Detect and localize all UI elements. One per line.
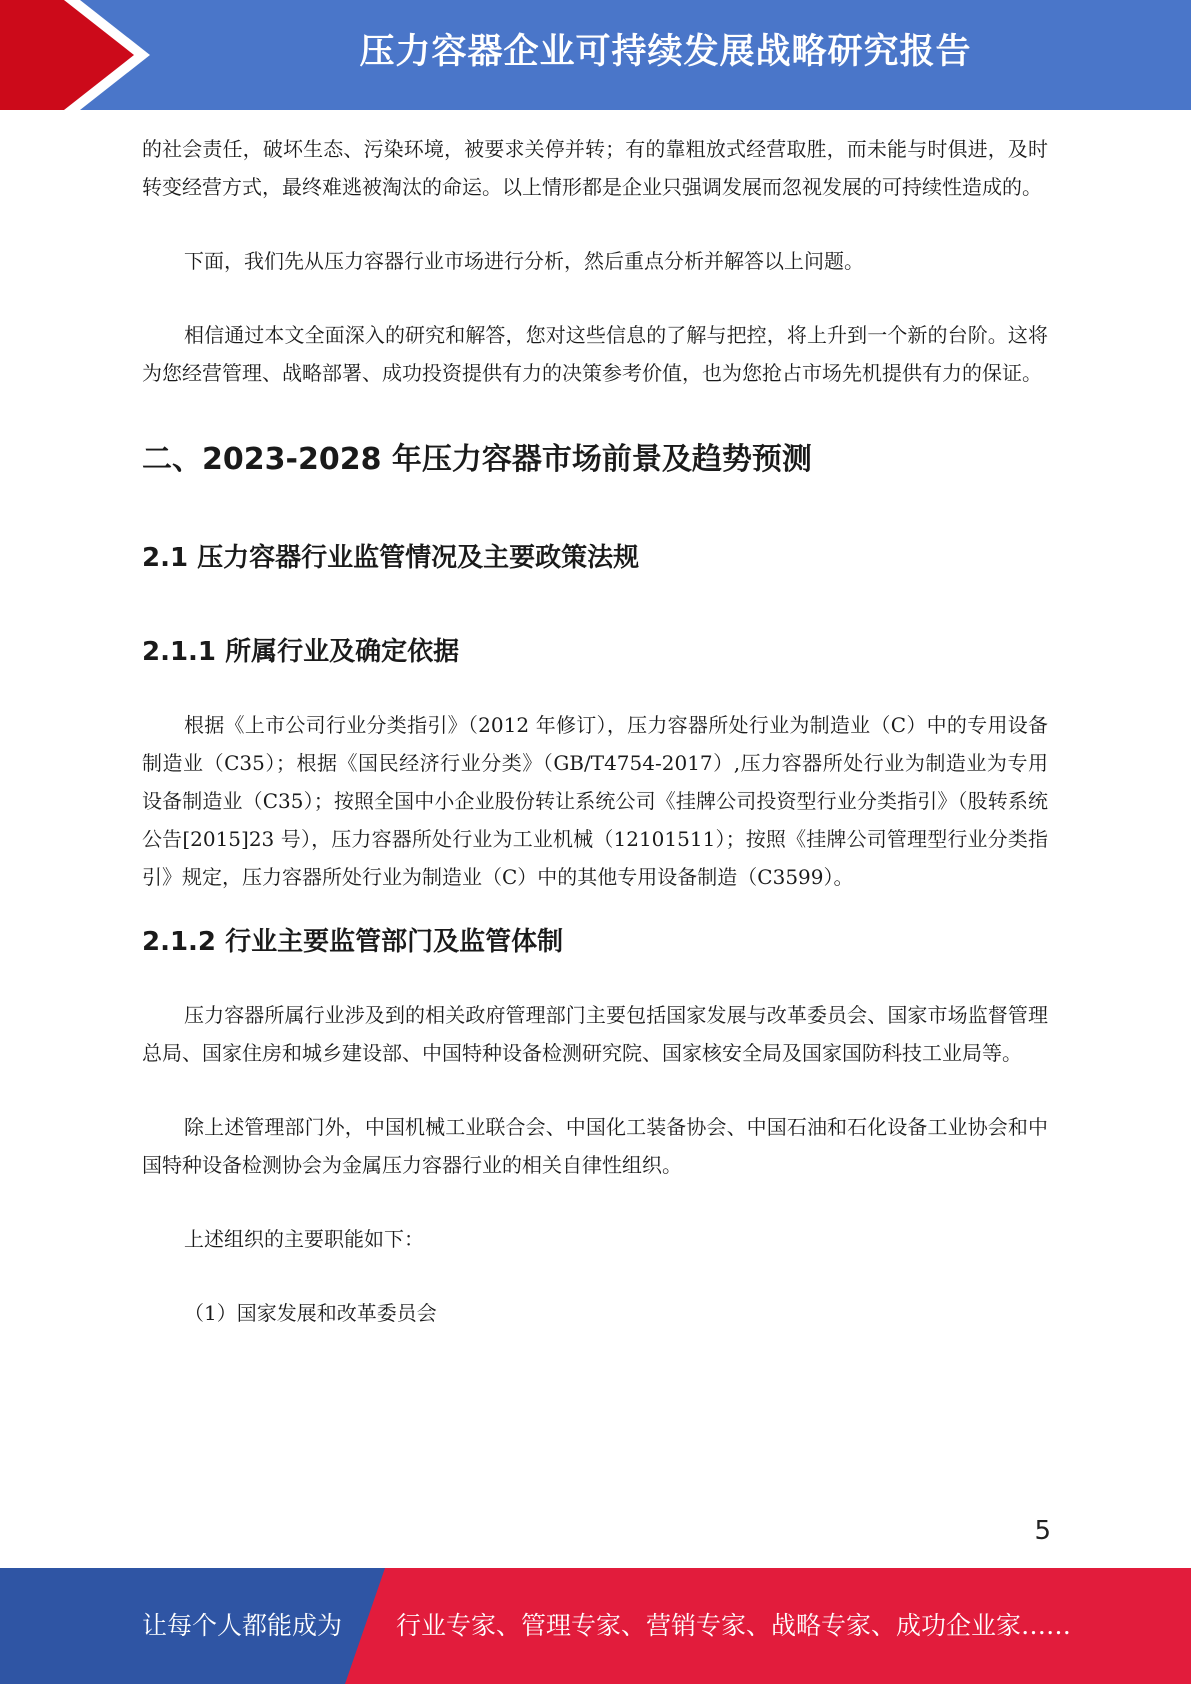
footer-slogan-left: 让每个人都能成为	[142, 1611, 343, 1640]
list-item-label: （1）国家发展和改革委员会	[184, 1301, 437, 1325]
page-footer	[0, 1568, 1191, 1684]
section-heading: 二、2023-2028 年压力容器市场前景及趋势预测	[142, 442, 812, 477]
page-number: 5	[1034, 1516, 1051, 1546]
paragraph: 相信通过本文全面深入的研究和解答，您对这些信息的了解与把控，将上升到一个新的台阶。这将为您经营管理、战略部署、成功投资提供有力的决策参考价值，也为您抢占市场先机提供有力的保证。	[142, 323, 1048, 385]
page-header	[0, 0, 1191, 110]
paragraph: 根据《上市公司行业分类指引》（2012 年修订），压力容器所处行业为制造业（C）中的专用设备制造业（C35）；根据《国民经济行业分类》（GB/T4754-2017）,压力容器所处行业为制造业为专用设备制造业（C35）；按照全国中小企业股份转让系统公司《挂牌公司投资型行业分类指引》（股转系统公告[2015]23 号），压力容器所处行业为工业机械（12101511）；按照《挂牌公司管理型行业分类指引》规定，压力容器所处行业为制造业（C）中的其他专用设备制造（C3599）。	[142, 713, 1048, 889]
document-body	[142, 130, 1048, 1332]
header-title: 压力容器企业可持续发展战略研究报告	[359, 32, 972, 72]
subsubsection-heading: 2.1.1 所属行业及确定依据	[142, 637, 460, 667]
header-chevron-graphic	[0, 0, 160, 110]
footer-slogan-right: 行业专家、管理专家、营销专家、战略专家、成功企业家……	[396, 1611, 1072, 1640]
paragraph: 上述组织的主要职能如下：	[184, 1227, 424, 1251]
paragraph: 下面，我们先从压力容器行业市场进行分析，然后重点分析并解答以上问题。	[184, 249, 864, 273]
paragraph: 压力容器所属行业涉及到的相关政府管理部门主要包括国家发展与改革委员会、国家市场监督管理总局、国家住房和城乡建设部、中国特种设备检测研究院、国家核安全局及国家国防科技工业局等。	[142, 1003, 1048, 1065]
subsection-heading: 2.1 压力容器行业监管情况及主要政策法规	[142, 543, 640, 573]
paragraph: 除上述管理部门外，中国机械工业联合会、中国化工装备协会、中国石油和石化设备工业协会和中国特种设备检测协会为金属压力容器行业的相关自律性组织。	[142, 1115, 1048, 1177]
paragraph-continued: 的社会责任，破坏生态、污染环境，被要求关停并转；有的靠粗放式经营取胜，而未能与时俱进，及时转变经营方式，最终难逃被淘汰的命运。以上情形都是企业只强调发展而忽视发展的可持续性造成的。	[142, 137, 1048, 199]
subsubsection-heading: 2.1.2 行业主要监管部门及监管体制	[142, 927, 564, 957]
